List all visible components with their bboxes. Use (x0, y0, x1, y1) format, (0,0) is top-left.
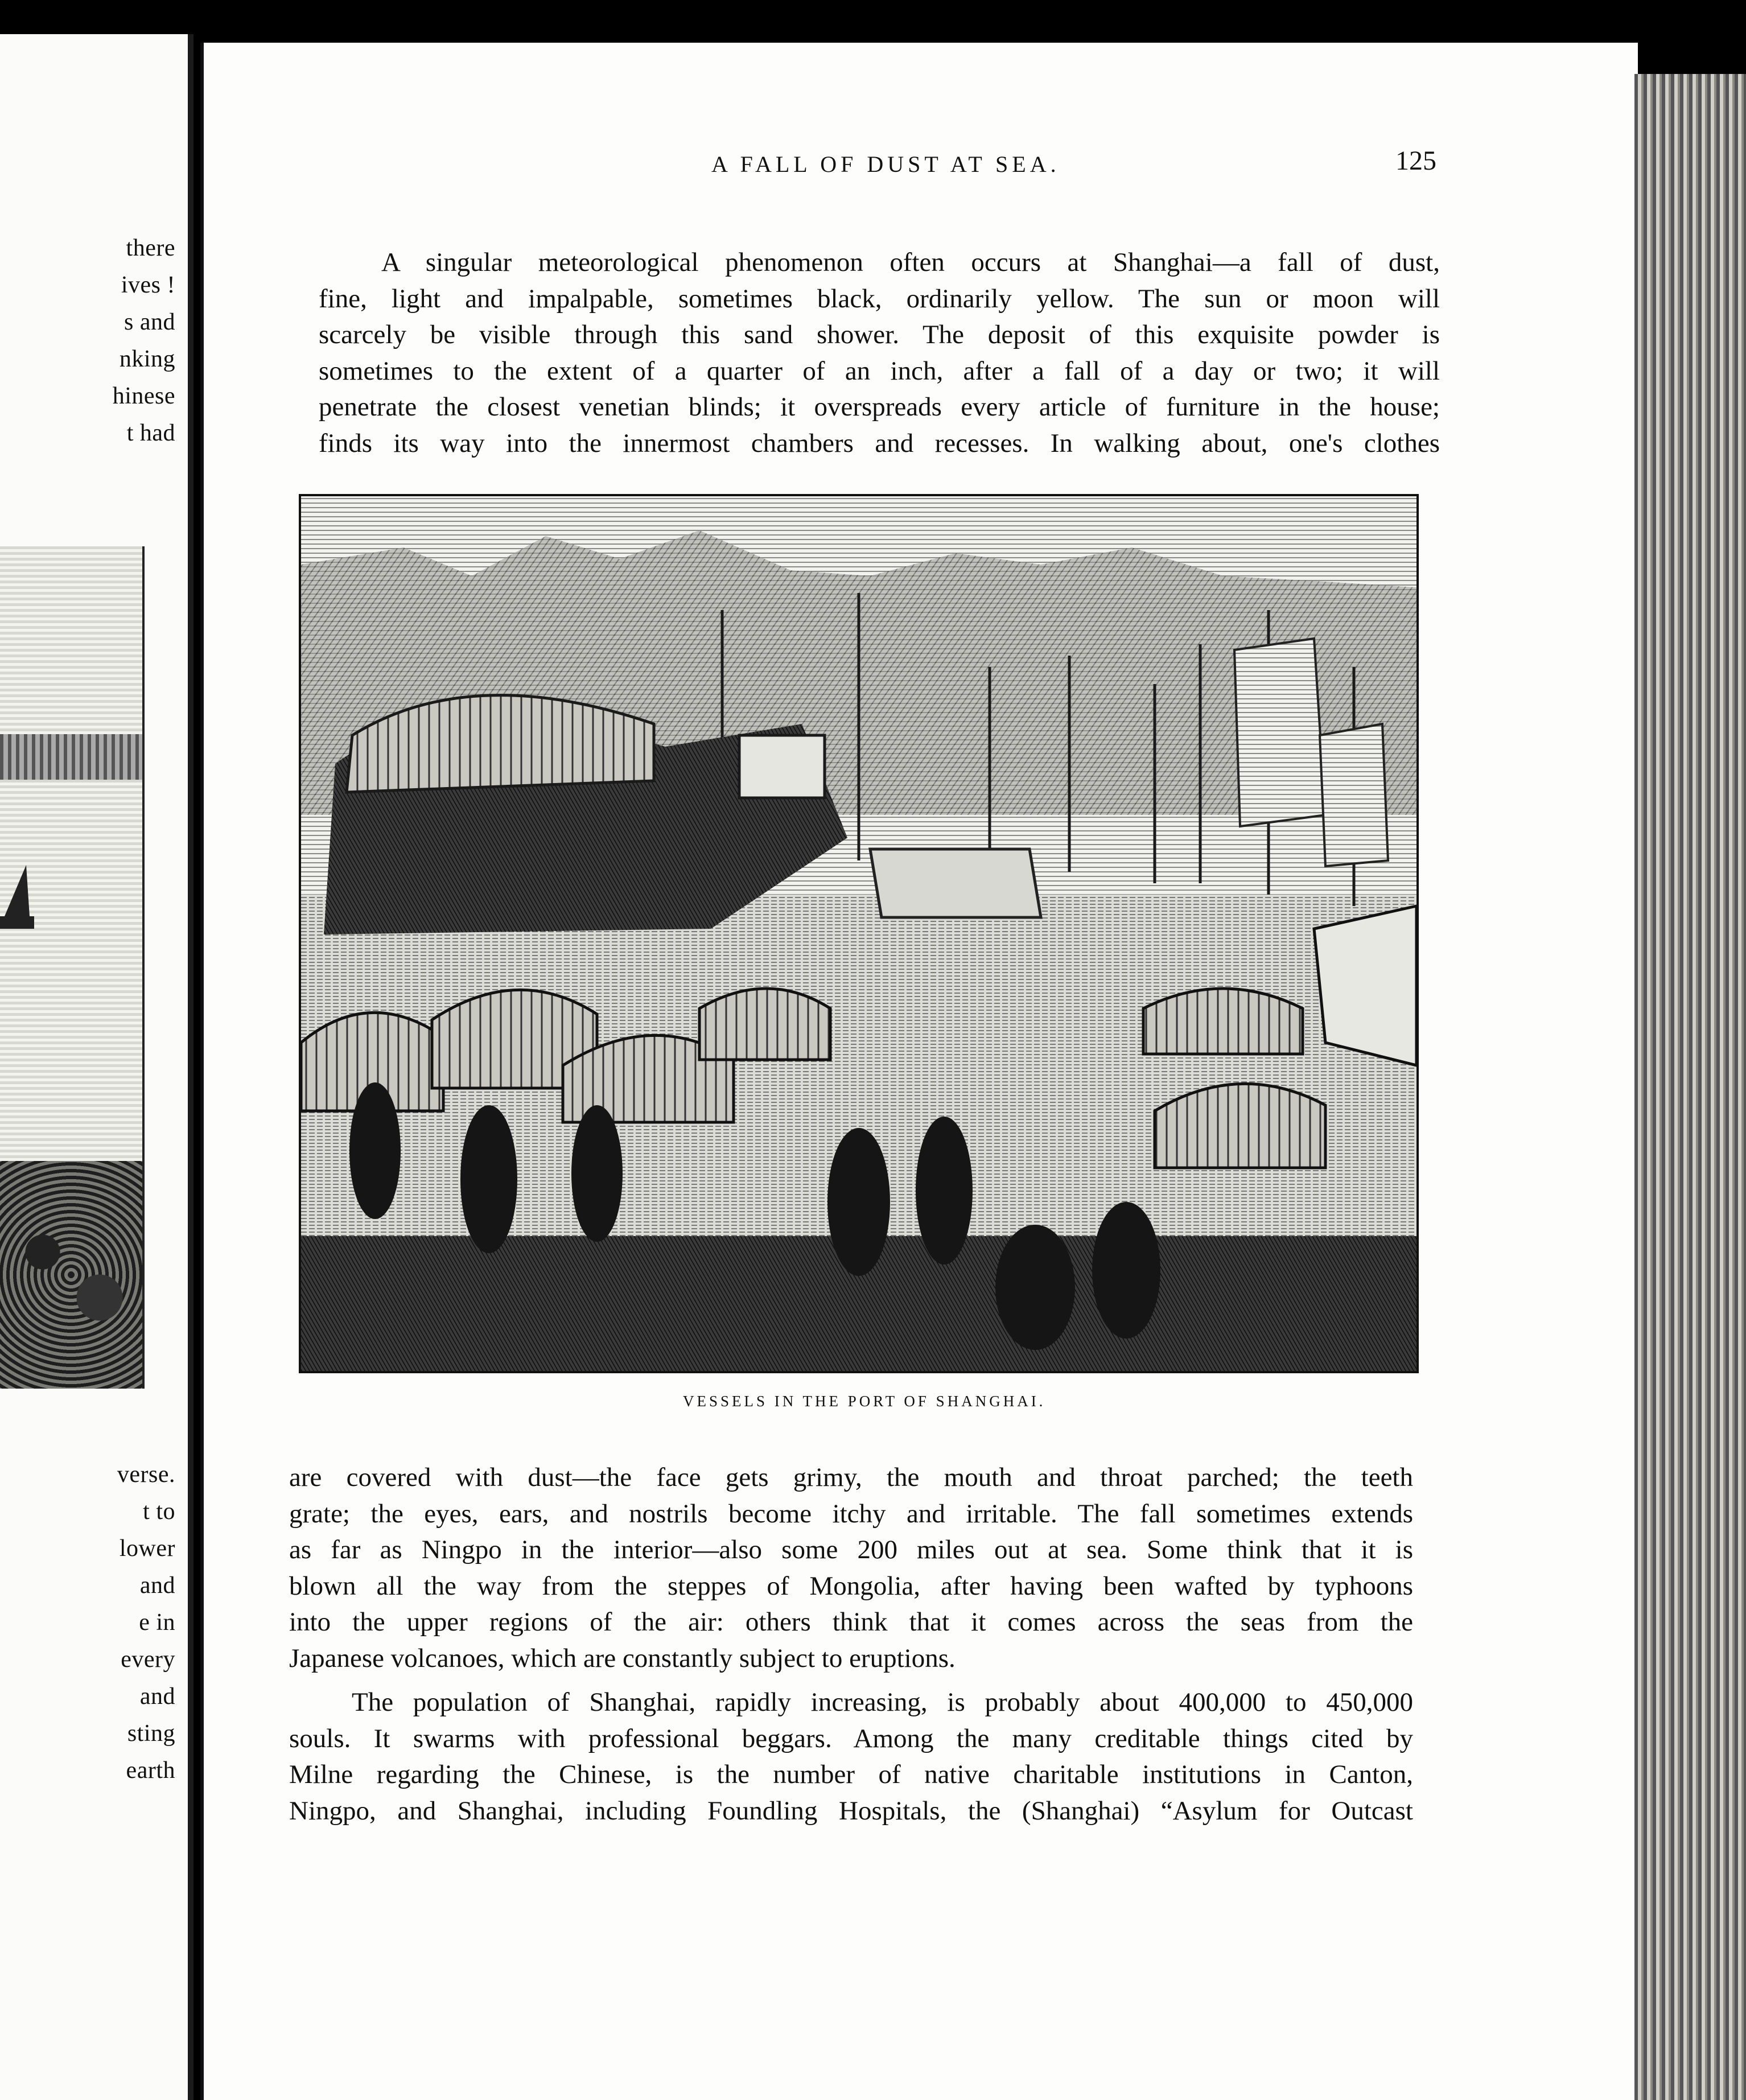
left-text-line: and (139, 1683, 175, 1710)
foliage (0, 1161, 142, 1389)
text-line: penetrate the closest venetian blinds; it overspreads every article of furniture in the house; (319, 392, 1440, 422)
engraving-drawing (301, 496, 1416, 1371)
text-line: sometimes to the extent of a quarter of an inch, after a fall of a day or two; it will (319, 356, 1440, 386)
text-line: Ningpo, and Shanghai, including Foundling Hospitals, the (Shanghai) “Asylum for Outcast (289, 1796, 1413, 1826)
left-text-line: earth (126, 1757, 175, 1784)
text-line: finds its way into the innermost chambers and recesses. In walking about, one's clothes (319, 428, 1440, 458)
paragraph-3 (289, 1685, 1413, 1829)
text-line: into the upper regions of the air: others think that it comes across the seas from the (289, 1607, 1413, 1637)
left-facing-page (0, 34, 193, 2100)
page-block-edge (1634, 74, 1746, 2100)
harbour-buildings (0, 734, 142, 780)
junk-sail-small (1320, 724, 1388, 866)
left-page-illustration (0, 546, 145, 1389)
left-text-line: every (121, 1646, 175, 1673)
left-text-line: s and (124, 309, 175, 335)
left-text-line: hinese (112, 383, 175, 409)
junk-hull (0, 916, 34, 929)
illustration-caption: VESSELS IN THE PORT OF SHANGHAI. (683, 1393, 1046, 1410)
junk-stern (1314, 906, 1416, 1065)
engraving-vessels-port-shanghai (299, 494, 1419, 1373)
text-line: The population of Shanghai, rapidly increasing, is probably about 400,000 to 450,000 (352, 1687, 1413, 1717)
left-text-line: lower (119, 1535, 175, 1562)
text-line: are covered with dust—the face gets grimy, the mouth and throat parched; the teeth (289, 1463, 1413, 1492)
text-line: fine, light and impalpable, sometimes black, ordinarily yellow. The sun or moon will (319, 283, 1440, 314)
left-text-line: sting (127, 1720, 175, 1747)
steamer-hull (870, 849, 1041, 917)
page-number: 125 (1395, 146, 1436, 176)
left-text-line: and (139, 1572, 175, 1599)
running-head: A FALL OF DUST AT SEA. (711, 151, 1060, 177)
left-text-line: e in (139, 1609, 175, 1636)
left-text-line: verse. (117, 1461, 175, 1488)
text-line: blown all the way from the steppes of Mongolia, after having been wafted by typhoons (289, 1571, 1413, 1601)
text-line: as far as Ningpo in the interior—also some 200 miles out at sea. Some think that it is (289, 1535, 1413, 1564)
paragraph-2 (289, 1460, 1413, 1677)
junk-sail-large (1234, 639, 1325, 826)
deck-house (739, 735, 825, 798)
text-line: Japanese volcanoes, which are constantly subject to eruptions. (289, 1643, 956, 1673)
left-text-line: t to (143, 1498, 175, 1525)
text-line: scarcely be visible through this sand shower. The deposit of this exquisite powder is (319, 320, 1440, 349)
paragraph-1 (319, 245, 1440, 462)
junk-sail (5, 865, 30, 916)
text-line: souls. It swarms with professional beggars. Among the many creditable things cited by (289, 1723, 1413, 1753)
left-text-line: nking (119, 346, 175, 372)
left-text-line: ives ! (121, 272, 175, 298)
left-text-line: there (126, 235, 175, 261)
text-line: A singular meteorological phenomenon often occurs at Shanghai—a fall of dust, (381, 248, 1440, 277)
text-line: grate; the eyes, ears, and nostrils become itchy and irritable. The fall sometimes extends (289, 1498, 1413, 1529)
text-line: Milne regarding the Chinese, is the number of native charitable institutions in Canton, (289, 1760, 1413, 1789)
left-text-line: t had (126, 420, 175, 446)
